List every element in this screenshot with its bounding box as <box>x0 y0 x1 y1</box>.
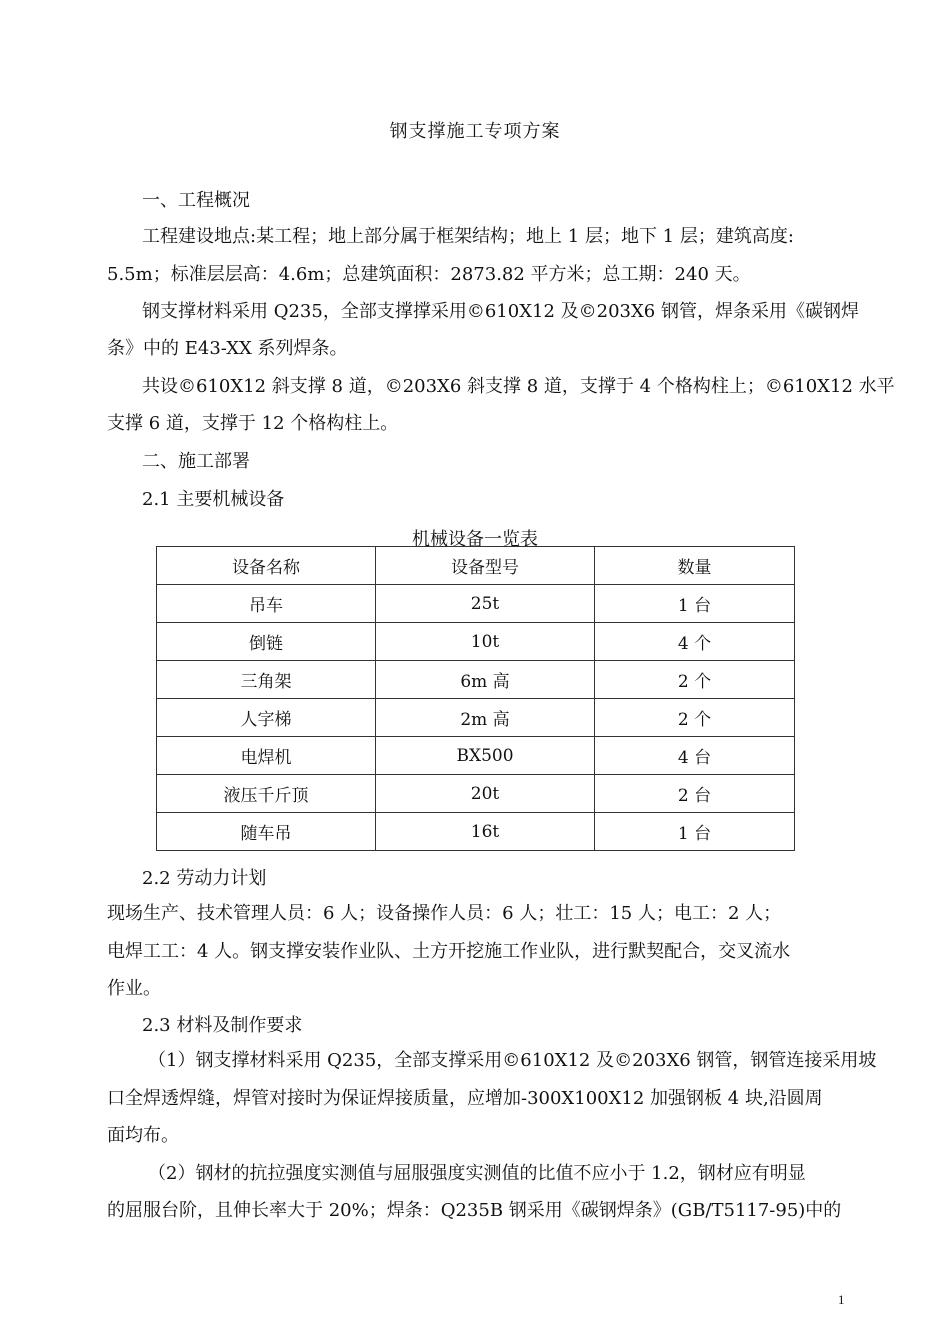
table-cell: 吊车 <box>157 585 376 623</box>
table-cell: 2 个 <box>595 699 795 737</box>
table-cell: 1 台 <box>595 585 795 623</box>
table-row <box>157 699 795 737</box>
table-cell: 10t <box>376 623 595 661</box>
table-cell: 液压千斤顶 <box>157 775 376 813</box>
subsection-heading-equipment: 2.1 主要机械设备 <box>142 489 285 510</box>
table-cell: 随车吊 <box>157 813 376 851</box>
section-heading-deployment: 二、施工部署 <box>142 451 250 472</box>
table-cell: 20t <box>376 775 595 813</box>
table-cell: 4 台 <box>595 737 795 775</box>
table-cell: 人字梯 <box>157 699 376 737</box>
paragraph-line: 5.5m；标准层层高：4.6m；总建筑面积：2873.82 平方米；总工期：240 天。 <box>107 264 751 285</box>
subsection-heading-materials: 2.3 材料及制作要求 <box>142 1015 303 1036</box>
paragraph-line: 作业。 <box>107 978 161 999</box>
table-header-cell: 数量 <box>595 547 795 585</box>
paragraph-line: 电焊工工：4 人。钢支撑安装作业队、土方开挖施工作业队，进行默契配合，交叉流水 <box>107 941 791 962</box>
table-cell: 4 个 <box>595 623 795 661</box>
paragraph-line: 面均布。 <box>107 1125 179 1146</box>
section-heading-overview: 一、工程概况 <box>142 190 250 211</box>
table-row <box>157 623 795 661</box>
paragraph-line: （2）钢材的抗拉强度实测值与屈服强度实测值的比值不应小于 1.2，钢材应有明显 <box>148 1163 806 1184</box>
table-cell: 2 个 <box>595 661 795 699</box>
table-header-row <box>157 547 795 585</box>
table-cell: 25t <box>376 585 595 623</box>
table-cell: BX500 <box>376 737 595 775</box>
paragraph-line: （1）钢支撑材料采用 Q235，全部支撑采用©610X12 及©203X6 钢管，钢管连接采用坡 <box>148 1050 877 1071</box>
table-cell: 电焊机 <box>157 737 376 775</box>
table-cell: 1 台 <box>595 813 795 851</box>
table-row <box>157 737 795 775</box>
table-cell: 倒链 <box>157 623 376 661</box>
table-cell: 16t <box>376 813 595 851</box>
table-header-cell: 设备型号 <box>376 547 595 585</box>
table-caption: 机械设备一览表 <box>412 529 538 550</box>
table-cell: 2 台 <box>595 775 795 813</box>
table-cell: 6m 高 <box>376 661 595 699</box>
table-row <box>157 661 795 699</box>
table-cell: 2m 高 <box>376 699 595 737</box>
document-title: 钢支撑施工专项方案 <box>389 121 561 142</box>
table-row <box>157 775 795 813</box>
equipment-table <box>156 546 795 851</box>
paragraph-line: 工程建设地点:某工程；地上部分属于框架结构；地上 1 层；地下 1 层；建筑高度: <box>142 226 794 247</box>
page-number: 1 <box>838 1292 845 1307</box>
table-cell: 三角架 <box>157 661 376 699</box>
table-row <box>157 813 795 851</box>
table-row <box>157 585 795 623</box>
paragraph-line: 条》中的 E43-XX 系列焊条。 <box>107 338 348 359</box>
paragraph-line: 共设©610X12 斜支撑 8 道，©203X6 斜支撑 8 道，支撑于 4 个格构柱上；©610X12 水平 <box>142 376 895 397</box>
subsection-heading-labor: 2.2 劳动力计划 <box>142 868 267 889</box>
paragraph-line: 钢支撑材料采用 Q235，全部支撑撑采用©610X12 及©203X6 钢管，焊条采用《碳钢焊 <box>142 301 859 322</box>
paragraph-line: 支撑 6 道，支撑于 12 个格构柱上。 <box>107 413 399 434</box>
paragraph-line: 现场生产、技术管理人员：6 人；设备操作人员：6 人；壮工：15 人；电工：2 人； <box>107 903 782 924</box>
paragraph-line: 的屈服台阶，且伸长率大于 20%；焊条：Q235B 钢采用《碳钢焊条》(GB/T5117-95)中的 <box>107 1200 842 1221</box>
table-header-cell: 设备名称 <box>157 547 376 585</box>
paragraph-line: 口全焊透焊缝，焊管对接时为保证焊接质量，应增加-300X100X12 加强钢板 4 块,沿圆周 <box>107 1088 823 1109</box>
